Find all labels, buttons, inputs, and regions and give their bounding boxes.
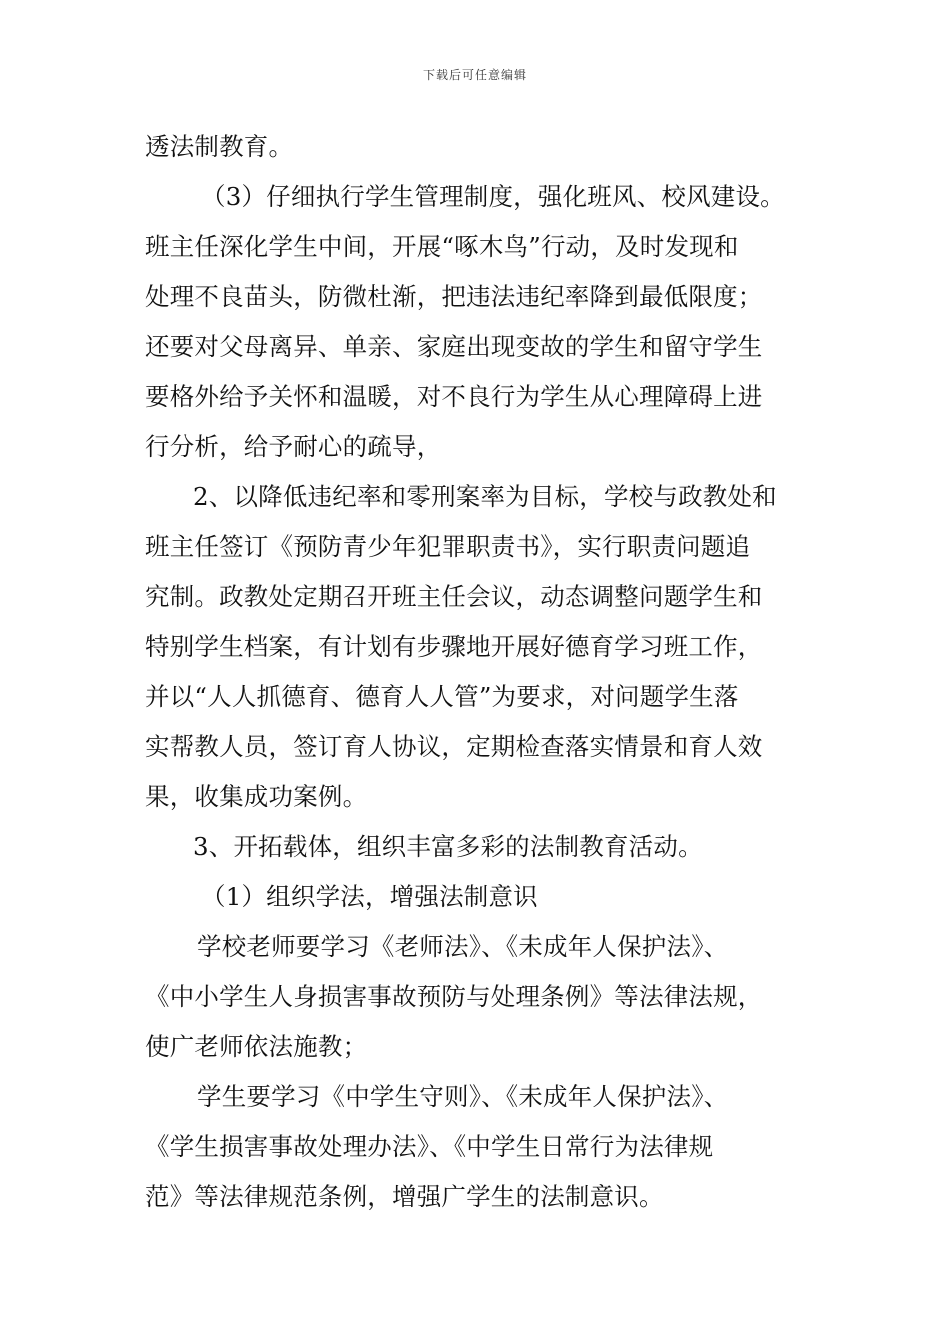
paragraph-line: 实帮教人员，签订育人协议，定期检查落实情景和育人效 — [145, 732, 763, 761]
paragraph-line: 班主任深化学生中间，开展“啄木鸟”行动，及时发现和 — [145, 232, 739, 261]
paragraph-line: 果，收集成功案例。 — [145, 782, 368, 811]
paragraph-line: 《学生损害事故处理办法》、《中学生日常行为法律规 — [145, 1132, 714, 1161]
paragraph-line: 班主任签订《预防青少年犯罪职责书》，实行职责问题追 — [145, 532, 751, 561]
paragraph-line: 透法制教育。 — [145, 132, 294, 161]
paragraph-line: 学校老师要学习《老师法》、《未成年人保护法》、 — [197, 932, 729, 961]
paragraph-line: 行分析，给予耐心的疏导， — [145, 432, 442, 461]
paragraph-line: （1）组织学法，增强法制意识 — [201, 882, 538, 911]
paragraph-line: 2、以降低违纪率和零刑案率为目标，学校与政教处和 — [193, 482, 777, 511]
paragraph-line: 特别学生档案，有计划有步骤地开展好德育学习班工作， — [145, 632, 763, 661]
document-body — [145, 122, 810, 1222]
paragraph-line: 要格外给予关怀和温暖，对不良行为学生从心理障碍上进 — [145, 382, 763, 411]
paragraph-line: 究制。政教处定期召开班主任会议，动态调整问题学生和 — [145, 582, 763, 611]
paragraph-line: 范》等法律规范条例，增强广学生的法制意识。 — [145, 1182, 664, 1211]
header-note: 下载后可任意编辑 — [422, 68, 527, 82]
paragraph-line: 3、开拓载体，组织丰富多彩的法制教育活动。 — [193, 832, 703, 861]
paragraph-line: 学生要学习《中学生守则》、《未成年人保护法》、 — [197, 1082, 729, 1111]
paragraph-line: 并以“人人抓德育、德育人人管”为要求，对问题学生落 — [145, 682, 739, 711]
paragraph-line: 使广老师依法施教； — [145, 1032, 368, 1061]
paragraph-line: 处理不良苗头，防微杜渐，把违法违纪率降到最低限度； — [145, 282, 763, 311]
paragraph-line: 《中小学生人身损害事故预防与处理条例》等法律法规， — [145, 982, 763, 1011]
paragraph-line: 还要对父母离异、单亲、家庭出现变故的学生和留守学生 — [145, 332, 763, 361]
paragraph-line: （3）仔细执行学生管理制度，强化班风、校风建设。 — [201, 182, 785, 211]
